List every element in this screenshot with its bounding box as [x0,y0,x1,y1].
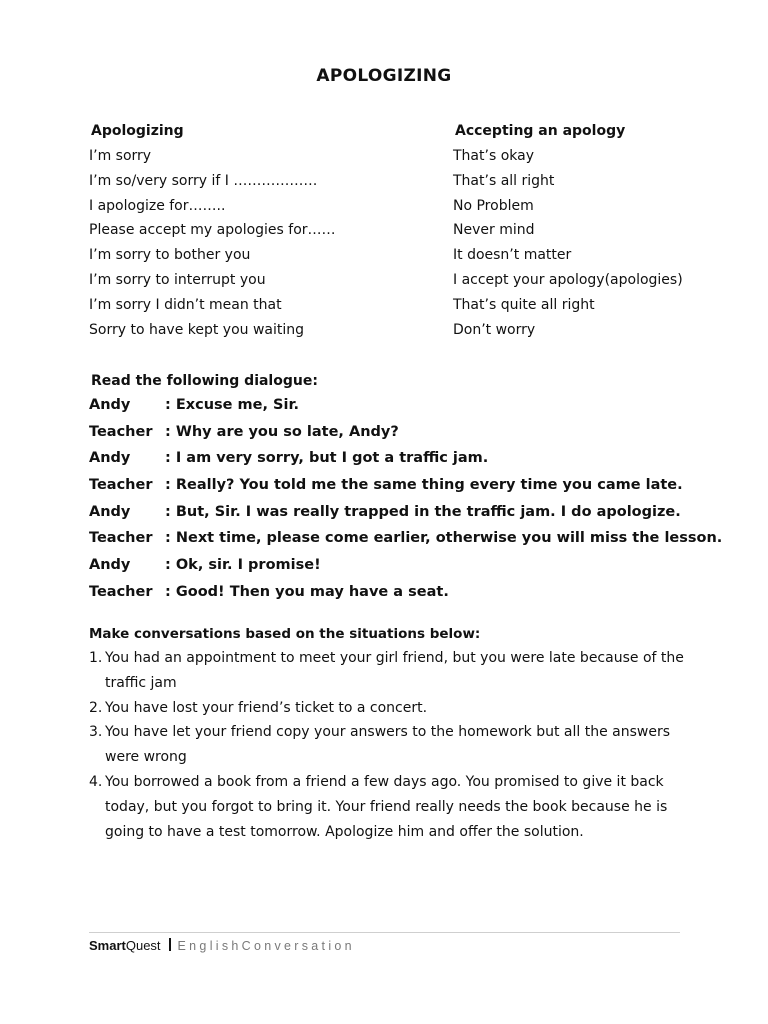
apologizing-phrase: Sorry to have kept you waiting [89,321,305,338]
apologizing-phrase: I apologize for…….. [89,197,226,214]
dialogue-utterance: : Ok, sir. I promise! [165,557,321,574]
dialogue-line [89,419,729,446]
dialogue-speaker: Andy [89,557,131,574]
dialogue-section [89,370,729,606]
task-number: 4. [89,773,103,790]
dialogue-line [89,499,729,526]
dialogue-line [89,579,729,606]
task-item [89,646,689,696]
footer-brand-regular: Quest [125,938,161,953]
task-item [89,770,689,844]
page-title: APOLOGIZING [316,66,452,86]
dialogue-speaker: Andy [89,450,131,467]
dialogue-line [89,472,729,499]
task-text: You borrowed a book from a friend a few days ago. You promised to give it back today, but you forgot to bring it. Your friend really needs the book because he is going to have a test tomorrow. Apologize him and offer the solution. [105,773,668,840]
accepting-column [453,120,743,342]
task-item [89,720,689,770]
task-number: 3. [89,724,103,741]
dialogue-line [89,445,729,472]
footer-divider [89,932,680,933]
tasks-section [89,622,689,844]
accepting-phrase: No Problem [453,197,534,214]
dialogue-speaker: Andy [89,397,131,413]
dialogue-line [89,392,729,419]
footer-subtitle: EnglishConversation [177,939,355,953]
task-text: You have lost your friend’s ticket to a concert. [105,699,428,716]
task-item [89,696,689,721]
dialogue-utterance: : Good! Then you may have a seat. [165,583,449,600]
dialogue-utterance: : Why are you so late, Andy? [165,423,399,440]
dialogue-speaker: Teacher [89,423,153,440]
task-text: You had an appointment to meet your girl friend, but you were late because of the traffic jam [105,650,684,691]
dialogue-utterance: : Next time, please come earlier, otherwise you will miss the lesson. [165,530,723,547]
tasks-heading: Make conversations based on the situations below: [89,626,481,642]
task-number: 2. [89,699,103,716]
apologizing-list [89,144,419,342]
footer-brand [89,938,161,953]
dialogue-utterance: : Really? You told me the same thing every time you came late. [165,477,683,494]
accepting-phrase: That’s quite all right [453,296,595,313]
dialogue-line [89,552,729,579]
dialogue-utterance: : Excuse me, Sir. [165,397,300,413]
dialogue-heading: Read the following dialogue: [91,373,318,389]
dialogue-utterance: : But, Sir. I was really trapped in the traffic jam. I do apologize. [165,503,681,520]
accepting-phrase: It doesn’t matter [453,247,572,264]
dialogue-speaker: Teacher [89,583,153,600]
accepting-phrase: That’s okay [453,148,534,164]
accepting-heading: Accepting an apology [455,123,626,139]
page-footer [89,936,355,956]
dialogue-speaker: Teacher [89,530,153,547]
accepting-phrase: I accept your apology(apologies) [453,271,683,288]
footer-brand-bold: Smart [89,938,126,953]
dialogue-line [89,525,729,552]
accepting-phrase: That’s all right [453,172,555,189]
accepting-phrase: Never mind [453,222,535,239]
apologizing-phrase: Please accept my apologies for…… [89,222,336,239]
apologizing-phrase: I’m sorry to bother you [89,247,251,264]
apologizing-phrase: I’m sorry I didn’t mean that [89,296,282,313]
apologizing-phrase: I’m sorry to interrupt you [89,271,266,288]
apologizing-heading: Apologizing [91,123,184,139]
dialogue-speaker: Teacher [89,477,153,494]
accepting-list [453,144,743,342]
footer-separator [169,938,171,951]
dialogue-utterance: : I am very sorry, but I got a traffic jam. [165,450,489,467]
apologizing-phrase: I’m so/very sorry if I ……………… [89,172,318,189]
dialogue-speaker: Andy [89,503,131,520]
task-number: 1. [89,650,103,666]
task-text: You have let your friend copy your answers to the homework but all the answers were wrong [105,724,671,766]
apologizing-phrase: I’m sorry [89,148,152,164]
apologizing-column [89,120,419,342]
accepting-phrase: Don’t worry [453,321,536,338]
tasks-list [89,646,689,844]
